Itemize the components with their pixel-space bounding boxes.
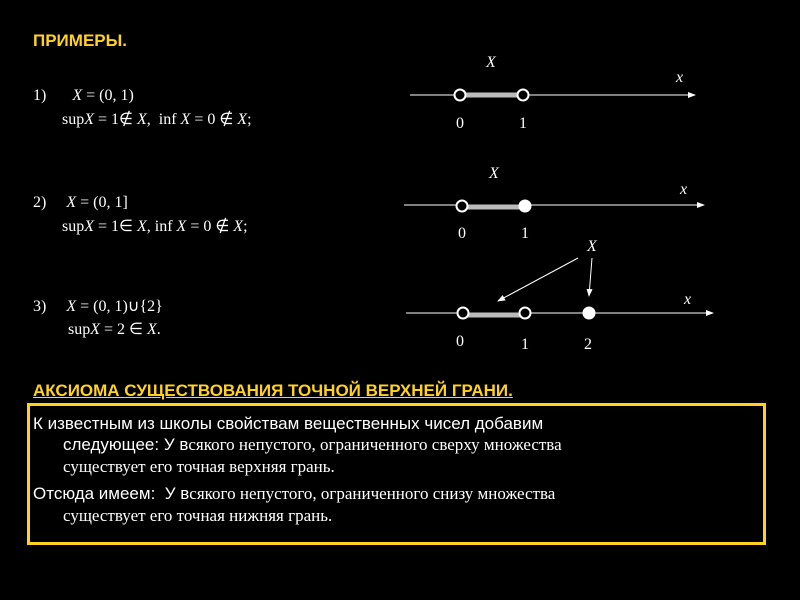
tick-label-1: 1 — [519, 115, 527, 132]
open-endpoint — [458, 308, 469, 319]
sup-text: sup — [68, 321, 91, 338]
example-1-set-def: = (0, 1) — [82, 87, 134, 104]
pointer-arrow-to-point — [589, 258, 592, 296]
sup-text: sup — [62, 111, 85, 128]
example-2-set-var: X — [66, 194, 77, 211]
pointer-arrow-to-interval — [498, 258, 578, 301]
open-endpoint — [520, 308, 531, 319]
sup-set: X — [146, 321, 157, 338]
axiom-paragraph-1-line-2 — [63, 434, 562, 455]
open-endpoint — [457, 201, 468, 212]
axiom-paragraph-1-line-1: К известным из школы свойствам вещественных чисел добавим — [33, 414, 544, 433]
inf-value: = 0 ∉ — [186, 218, 234, 235]
open-endpoint — [518, 90, 529, 101]
sup-set: X — [136, 218, 147, 235]
tick-label-1: 1 — [521, 225, 529, 242]
inf-var: X — [176, 218, 187, 235]
text-run: сякого непустого, ограниченного снизу множества — [189, 484, 556, 503]
inf-text: , inf — [146, 218, 177, 235]
set-label: X — [486, 54, 496, 71]
inf-var: X — [180, 111, 191, 128]
example-1-set-var: X — [72, 87, 83, 104]
punct: ; — [243, 218, 248, 235]
slide-title: ПРИМЕРЫ. — [33, 31, 127, 50]
number-line-1 — [410, 54, 695, 132]
axis-label: x — [676, 69, 684, 86]
axiom-paragraph-1-line-3: существует его точная верхняя грань. — [63, 457, 335, 476]
sup-value: = 1∈ — [94, 218, 137, 235]
axiom-paragraph-2-line-2: существует его точная нижняя грань. — [63, 506, 333, 525]
sup-var: X — [90, 321, 101, 338]
set-label: X — [489, 165, 499, 182]
example-3-set-def: = (0, 1)∪{2} — [76, 298, 163, 315]
tick-label-1: 1 — [521, 336, 529, 353]
axis-label: x — [680, 181, 688, 198]
axiom-paragraph-2-line-1 — [33, 483, 555, 504]
sup-text: sup — [62, 218, 85, 235]
inf-set: X — [233, 218, 244, 235]
number-line-3 — [406, 238, 713, 353]
tick-label-0: 0 — [456, 333, 464, 350]
example-1-number: 1) — [33, 87, 47, 104]
inf-text: , inf — [146, 111, 181, 128]
number-line-2 — [404, 165, 704, 242]
example-3-number: 3) — [33, 298, 47, 315]
tick-label-2: 2 — [584, 336, 592, 353]
example-3-set-var: X — [66, 298, 77, 315]
tick-label-0: 0 — [456, 115, 464, 132]
inf-value: = 0 ∉ — [190, 111, 238, 128]
sup-var: X — [84, 111, 95, 128]
example-2-set-def: = (0, 1] — [76, 194, 128, 211]
sup-set: X — [136, 111, 147, 128]
text-run: следующее: У в — [63, 435, 189, 454]
isolated-point — [584, 308, 595, 319]
sup-value: = 2 ∈ — [100, 321, 147, 338]
set-label: X — [587, 238, 597, 255]
axiom-heading: АКСИОМА СУЩЕСТВОВАНИЯ ТОЧНОЙ ВЕРХНЕЙ ГРАНИ. — [33, 381, 513, 400]
inf-set: X — [237, 111, 248, 128]
text-run: Отсюда имеем: У в — [33, 484, 190, 503]
punct: . — [156, 321, 161, 338]
sup-value: = 1∉ — [94, 111, 137, 128]
axis-label: x — [684, 291, 692, 308]
punct: ; — [247, 111, 252, 128]
text-run: сякого непустого, ограниченного сверху множества — [188, 435, 562, 454]
tick-label-0: 0 — [458, 225, 466, 242]
open-endpoint — [455, 90, 466, 101]
example-2-number: 2) — [33, 194, 47, 211]
closed-endpoint — [520, 201, 531, 212]
sup-var: X — [84, 218, 95, 235]
